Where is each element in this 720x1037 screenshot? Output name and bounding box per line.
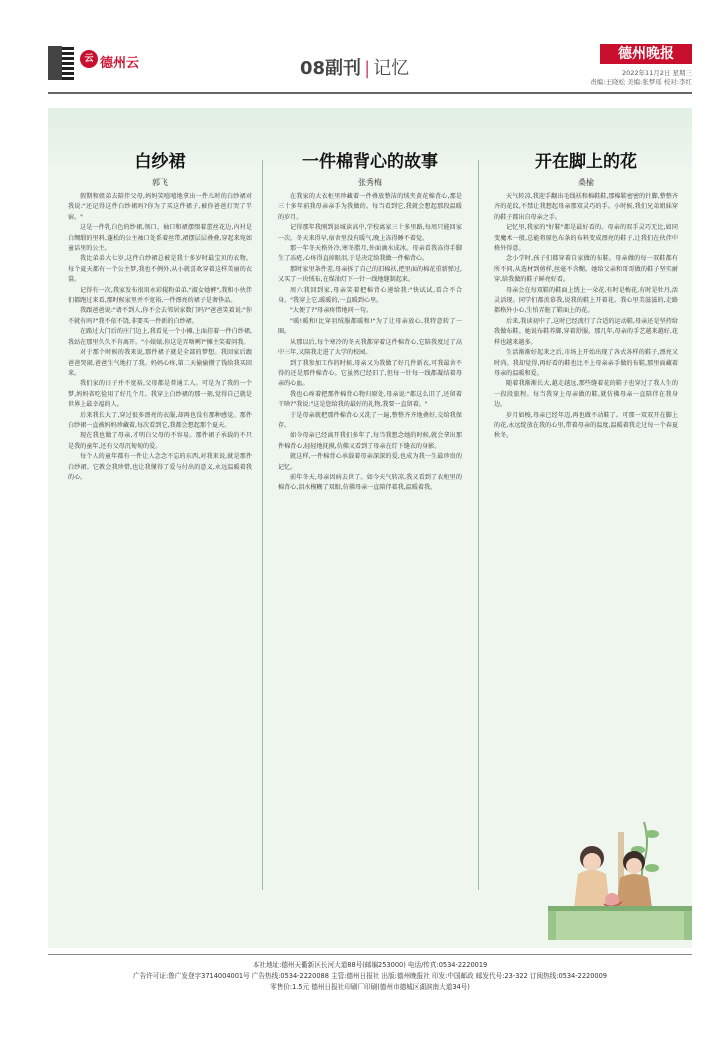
paragraph: 我们家的日子并不宽裕,父母都是普通工人。可是为了我的一个梦,妈妈省吃俭用了好几个月。我穿上白纱裙的那一刻,觉得自己就是世界上最幸福的人。: [68, 380, 252, 409]
paragraph: 在我家的大衣柜里珍藏着一件叠放整洁的绒夹黄花棉背心,那是三十多年前我母亲亲手为我做的。每当看到它,我就会想起那段温暖的岁月。: [278, 193, 462, 221]
article-author: 桑榆: [578, 178, 594, 187]
paragraph: 随着我渐渐长大,越走越远,那些缝着花的鞋子也穿过了我人生的一段段旅程。每当我穿上母亲做的鞋,就仿佛母亲一直陪伴在我身边。: [494, 380, 678, 409]
footer-rule: [48, 954, 692, 955]
masthead: 德州晚报: [600, 44, 692, 64]
paragraph: 母亲会在每双鞋的鞋面上绣上一朵花,有时是梅花,有时是牡丹,活灵活现。同学们都羡慕我,说我的鞋上开着花。我心里美滋滋的,走路都格外小心,生怕弄脏了鞋面上的花。: [494, 286, 678, 315]
paragraph: 现在我也做了母亲,才明白父母的不容易。那件裙子承载的不只是我的童年,还有父母沉甸甸的爱。: [68, 432, 252, 450]
paragraph: 我跟爸爸说:"请不到人,你不会去邻居家数门吗?"爸爸笑着说:"你不就有吗?"我不依不饶,非要买一件新的白纱裙。: [68, 307, 252, 325]
paragraph: 于是母亲就把那件棉背心又洗了一遍,整整齐齐地叠好,交给我保存。: [278, 411, 462, 429]
paragraph: 那时家里条件差,母亲拆了自己的旧棉袄,把里面的棉花重新弹过,又买了一块绒布,在煤油灯下一针一线地缝制起来。: [278, 265, 462, 284]
cloud-logo-icon: 云: [80, 50, 98, 68]
paragraph: "暖!暖和!比穿羽绒服都暖和!"为了让母亲放心,我特意转了一圈。: [278, 317, 462, 336]
article-body: [278, 192, 462, 494]
paragraph: 前年冬天,母亲因病去世了。如今天气转凉,我又看到了衣柜里的棉背心,泪水模糊了双眼,仿佛母亲一直陪伴着我,温暖着我。: [278, 473, 462, 492]
paragraph: 就这样,一件棉背心承载着母亲深深的爱,也成为我一生最珍贵的记忆。: [278, 453, 462, 471]
paragraph: 对于那个时候的我来说,那件裙子就是全部的梦想。我回家后跟爸爸哭闹,爸爸生气地打了我。妈妈心疼,第二天偷偷攒了钱给我买回来。: [68, 349, 252, 377]
section-title: [300, 54, 409, 80]
paragraph: 我也心疼着把那件棉背心物归原处,母亲说:"都这么旧了,还留着干啥?"我说:"这是您给我的最好的礼物,我要一直留着。": [278, 390, 462, 409]
paragraph: 到了我参加工作的时候,母亲又为我做了好几件新衣,可我最舍不得的还是那件棉背心。它虽然已经旧了,但每一针每一线都凝结着母亲的心血。: [278, 359, 462, 388]
app-logo: [80, 48, 140, 78]
paragraph: 天气转凉,我迎手翻出毛线袄和棉鞋鞋,那棉鞋密密的针脚,整整齐齐的花纹,不禁让我想起母亲那双灵巧的手。小时候,我们兄弟姐妹穿的鞋子都出自母亲之手。: [494, 193, 678, 221]
paragraph: 那一年冬天格外冷,寒冬腊月,外面滴水成冰。母亲看我冻得手脚生了冻疮,心疼得直掉眼泪,于是决定给我做一件棉背心。: [278, 245, 462, 263]
article-title: 白纱裙: [134, 152, 186, 172]
barcode-icon: [62, 46, 74, 80]
article-title: 一件棉背心的故事: [302, 152, 438, 172]
article-title: 开在脚上的花: [535, 152, 637, 172]
paragraph: 记得那年我刚到县城读高中,学校离家三十多里路,每周只能回家一次。冬天来得早,宿舍里没有暖气,晚上冻得睡不着觉。: [278, 224, 462, 242]
knitting-women-illustration: [548, 820, 692, 940]
article-body: [494, 192, 678, 442]
paragraph: 后来,我读初中了,这时已经流行了合适的运动鞋,母亲还是坚持给我做布鞋。她说布鞋养脚,穿着舒服。那几年,母亲的手艺越来越好,花样也越来越多。: [494, 317, 678, 346]
footer-address: 本社地址:德州天衢新区长河大道88号(邮编253000) 电话/传真:0534-2220019: [252, 961, 488, 969]
qr-code-icon: [48, 46, 62, 80]
app-name: 德州云: [100, 56, 140, 71]
editors-credit: 责编:王晓松 美编:张梦瑶 校对:李红: [590, 78, 692, 86]
column-divider: [262, 160, 263, 890]
paragraph: "大便了?"母亲疼惜地问一句。: [290, 307, 372, 315]
footer-publishing-info: 广告许可证:鲁广发登字3714004001号 广告热线:0534-2220088 主管:德州日报社 出版:德州晚报社 印发:中国邮政 邮发代号:23-322 订阅热线:0534-2220009: [132, 972, 607, 980]
paragraph: 这是一件乳白色的纱裙,领口、袖口和裙摆缀着蕾丝花边,内衬是白绸缎的里料,蓬松的公主袖口处系着丝带,裙摆层层叠叠,穿起来宛如童话里的公主。: [68, 224, 252, 253]
paragraph: 在路过大门后的庄门边上,我看见一个小摊,上面挂着一件白纱裙,我站在那里久久不肯离开。"小婊婊,你这是弄啥咧?"摊主笑着问我。: [68, 328, 252, 346]
column-divider: [478, 160, 479, 890]
paragraph: 每个人的童年都有一件让人念念不忘的东西,对我来说,就是那件白纱裙。它教会我珍惜,也让我懂得了爱与付出的意义,永远温暖着我的心。: [68, 453, 252, 481]
header-rule: [48, 92, 692, 94]
paragraph: 记忆里,我家的"好鞋"都是最好看的。母亲的双手灵巧无比,如同变魔术一般,总能将原色布条的布料变成漂亮的鞋子,让我们在伙伴中格外得意。: [494, 224, 678, 253]
issue-date: 2022年11月2日 星期三: [621, 69, 692, 77]
section-number: 08副刊: [300, 58, 362, 79]
paragraph: 假期和姐弟去陪伴父母,妈妈笑嘻嘻地拿出一件儿时的白纱裙对我说:"还记得这件白纱裙吗?你为了买这件裙子,被你爸爸打哭了半宿。": [68, 193, 252, 221]
article-author: 郭飞: [152, 178, 168, 187]
article-body: [68, 192, 252, 483]
section-divider: |: [364, 58, 371, 79]
paragraph: 念小学时,孩子们都穿着自家做的布鞋。母亲做的每一双鞋都有所不同,从选材到剪样,丝毫不含糊。她给父亲和哥哥做的鞋子坚实耐穿,给我做的鞋子鲜亮好看。: [494, 255, 678, 284]
paragraph: 岁月如梭,母亲已经年迈,再也做不动鞋了。可那一双双开在脚上的花,永远绽放在我的心里,带着母亲的温度,温暖着我走过每一个春夏秋冬。: [494, 411, 678, 440]
paragraph: 如今母亲已经离开我们多年了,每当我想念她的时候,就会拿出那件棉背心,轻轻地抚摸,仿佛又看到了母亲在灯下缝衣的身影。: [278, 432, 462, 450]
paragraph: 记得有一次,我家发布很用永彩辊粉弟弟,"淑女她裤",我和小伙伴们都跑过来看,那时候家里并不宽裕,一件漂亮的裙子是奢侈品。: [68, 286, 252, 305]
paragraph: 我比弟弟大七岁,这件白纱裙总被是我十多岁时最宝贝的衣物。每个夏天都有一个公主梦,我也不例外,从小就喜欢穿着这样美丽的衣裳。: [68, 255, 252, 284]
page-header: [0, 0, 720, 100]
paragraph: 周六我回到家,母亲笑着把棉背心递给我:"快试试,看合不合身。"我穿上它,暖暖的,一直暖到心里。: [278, 286, 462, 305]
footer-price-print: 零售价:1.5元 德州日报社印刷厂印刷(德州市德城区湖滨南大道34号): [270, 983, 470, 991]
paragraph: 从那以后,每个寒冷的冬天我都穿着这件棉背心,它陪我度过了高中三年,又陪我走进了大学的校园。: [278, 338, 462, 357]
section-name: 记忆: [373, 58, 410, 79]
paragraph: 生活渐渐好起来之后,市场上开始出现了各式各样的鞋子,漂亮又时尚。我却觉得,再好看的鞋也比不上母亲亲手做的布鞋,那里面藏着母亲的温暖和爱。: [494, 349, 678, 377]
paragraph: 后来我长大了,穿过很多漂亮的衣服,却再也没有那种感觉。那件白纱裙一直被妈妈珍藏着,每次看到它,我都会想起那个夏天。: [68, 411, 252, 429]
article-author: 张秀梅: [358, 178, 382, 187]
article-column: [278, 150, 462, 494]
article-column: [68, 150, 252, 483]
article-column: [494, 150, 678, 442]
